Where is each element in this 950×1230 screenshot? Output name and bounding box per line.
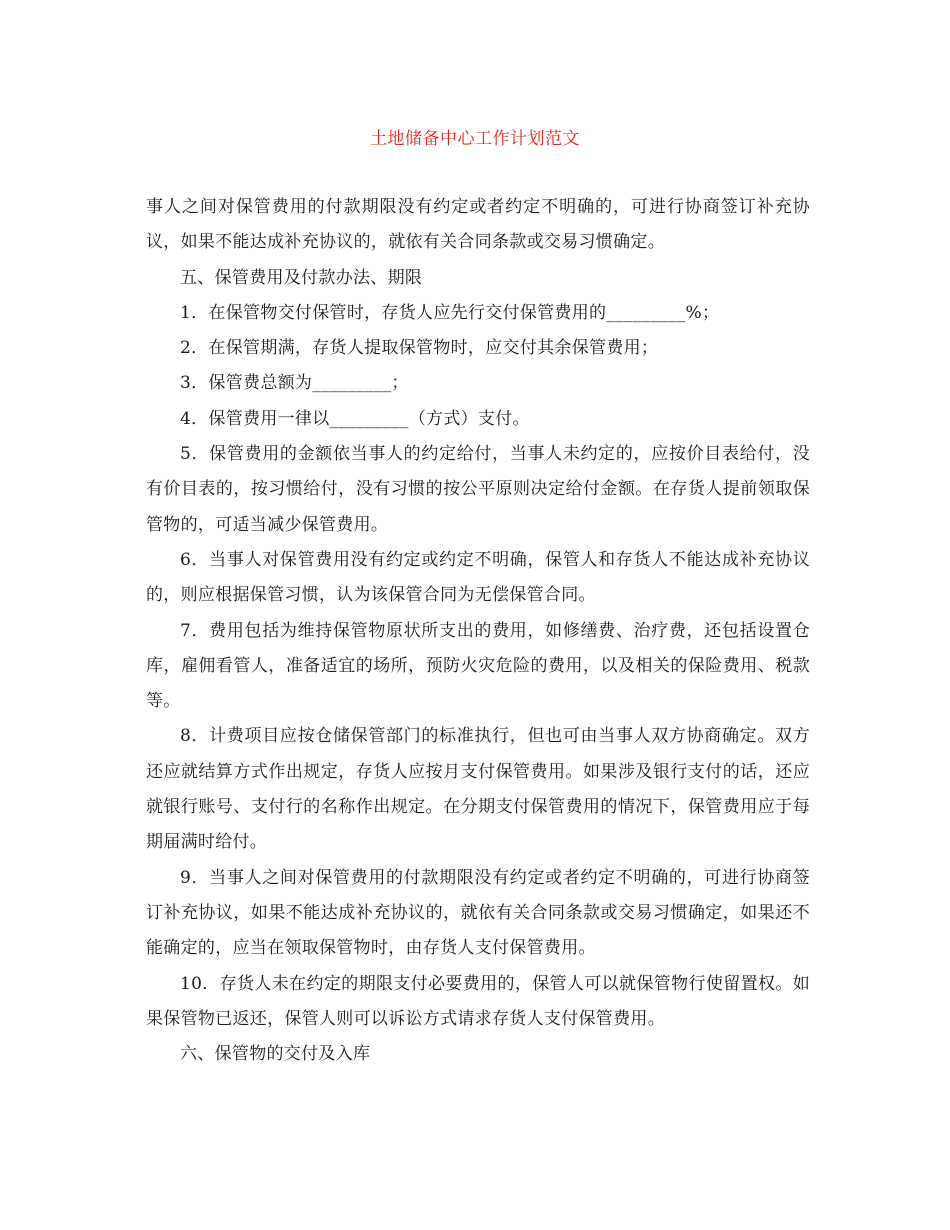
- clause-7: 7．费用包括为维持保管物原状所支出的费用，如修缮费、治疗费，还包括设置仓库，雇佣看管人，准备适宜的场所，预防火灾危险的费用，以及相关的保险费用、税款等。: [146, 620, 810, 712]
- clause-3: 3．保管费总额为_________；: [180, 373, 409, 394]
- section-heading-6: 六、保管物的交付及入库: [180, 1044, 371, 1065]
- clause-4: 4．保管费用一律以_________（方式）支付。: [180, 408, 530, 429]
- clause-6: 6．当事人对保管费用没有约定或约定不明确，保管人和存货人不能达成补充协议的，则应根据保管习惯，认为该保管合同为无偿保管合同。: [146, 549, 810, 606]
- clause-8: 8．计费项目应按仓储保管部门的标准执行，但也可由当事人双方协商确定。双方还应就结算方式作出规定，存货人应按月支付保管费用。如果涉及银行支付的话，还应就银行账号、支付行的名称作出规定。在分期支付保管费用的情况下，保管费用应于每期届满时给付。: [146, 726, 810, 853]
- clause-1: 1．在保管物交付保管时，存货人应先行交付保管费用的_________%；: [180, 302, 720, 323]
- section-heading-5: 五、保管费用及付款办法、期限: [180, 267, 423, 288]
- clause-10: 10．存货人未在约定的期限支付必要费用的，保管人可以就保管物行使留置权。如果保管物已返还，保管人则可以诉讼方式请求存货人支付保管费用。: [146, 973, 810, 1029]
- page-title: 土地储备中心工作计划范文: [370, 129, 580, 149]
- clause-9: 9．当事人之间对保管费用的付款期限没有约定或者约定不明确的，可进行协商签订补充协议，如果不能达成补充协议的，就依有关合同条款或交易习惯确定，如果还不能确定的，应当在领取保管物时，由存货人支付保管费用。: [146, 867, 810, 959]
- clause-5: 5．保管费用的金额依当事人的约定给付，当事人未约定的，应按价目表给付，没有价目表的，按习惯给付，没有习惯的按公平原则决定给付金额。在存货人提前领取保管物的，可适当减少保管费用。: [146, 444, 810, 535]
- paragraph-continuation: 事人之间对保管费用的付款期限没有约定或者约定不明确的，可进行协商签订补充协议，如果不能达成补充协议的，就依有关合同条款或交易习惯确定。: [146, 197, 810, 253]
- document-body: [146, 190, 810, 1072]
- clause-2: 2．在保管期满，存货人提取保管物时，应交付其余保管费用；: [180, 338, 659, 359]
